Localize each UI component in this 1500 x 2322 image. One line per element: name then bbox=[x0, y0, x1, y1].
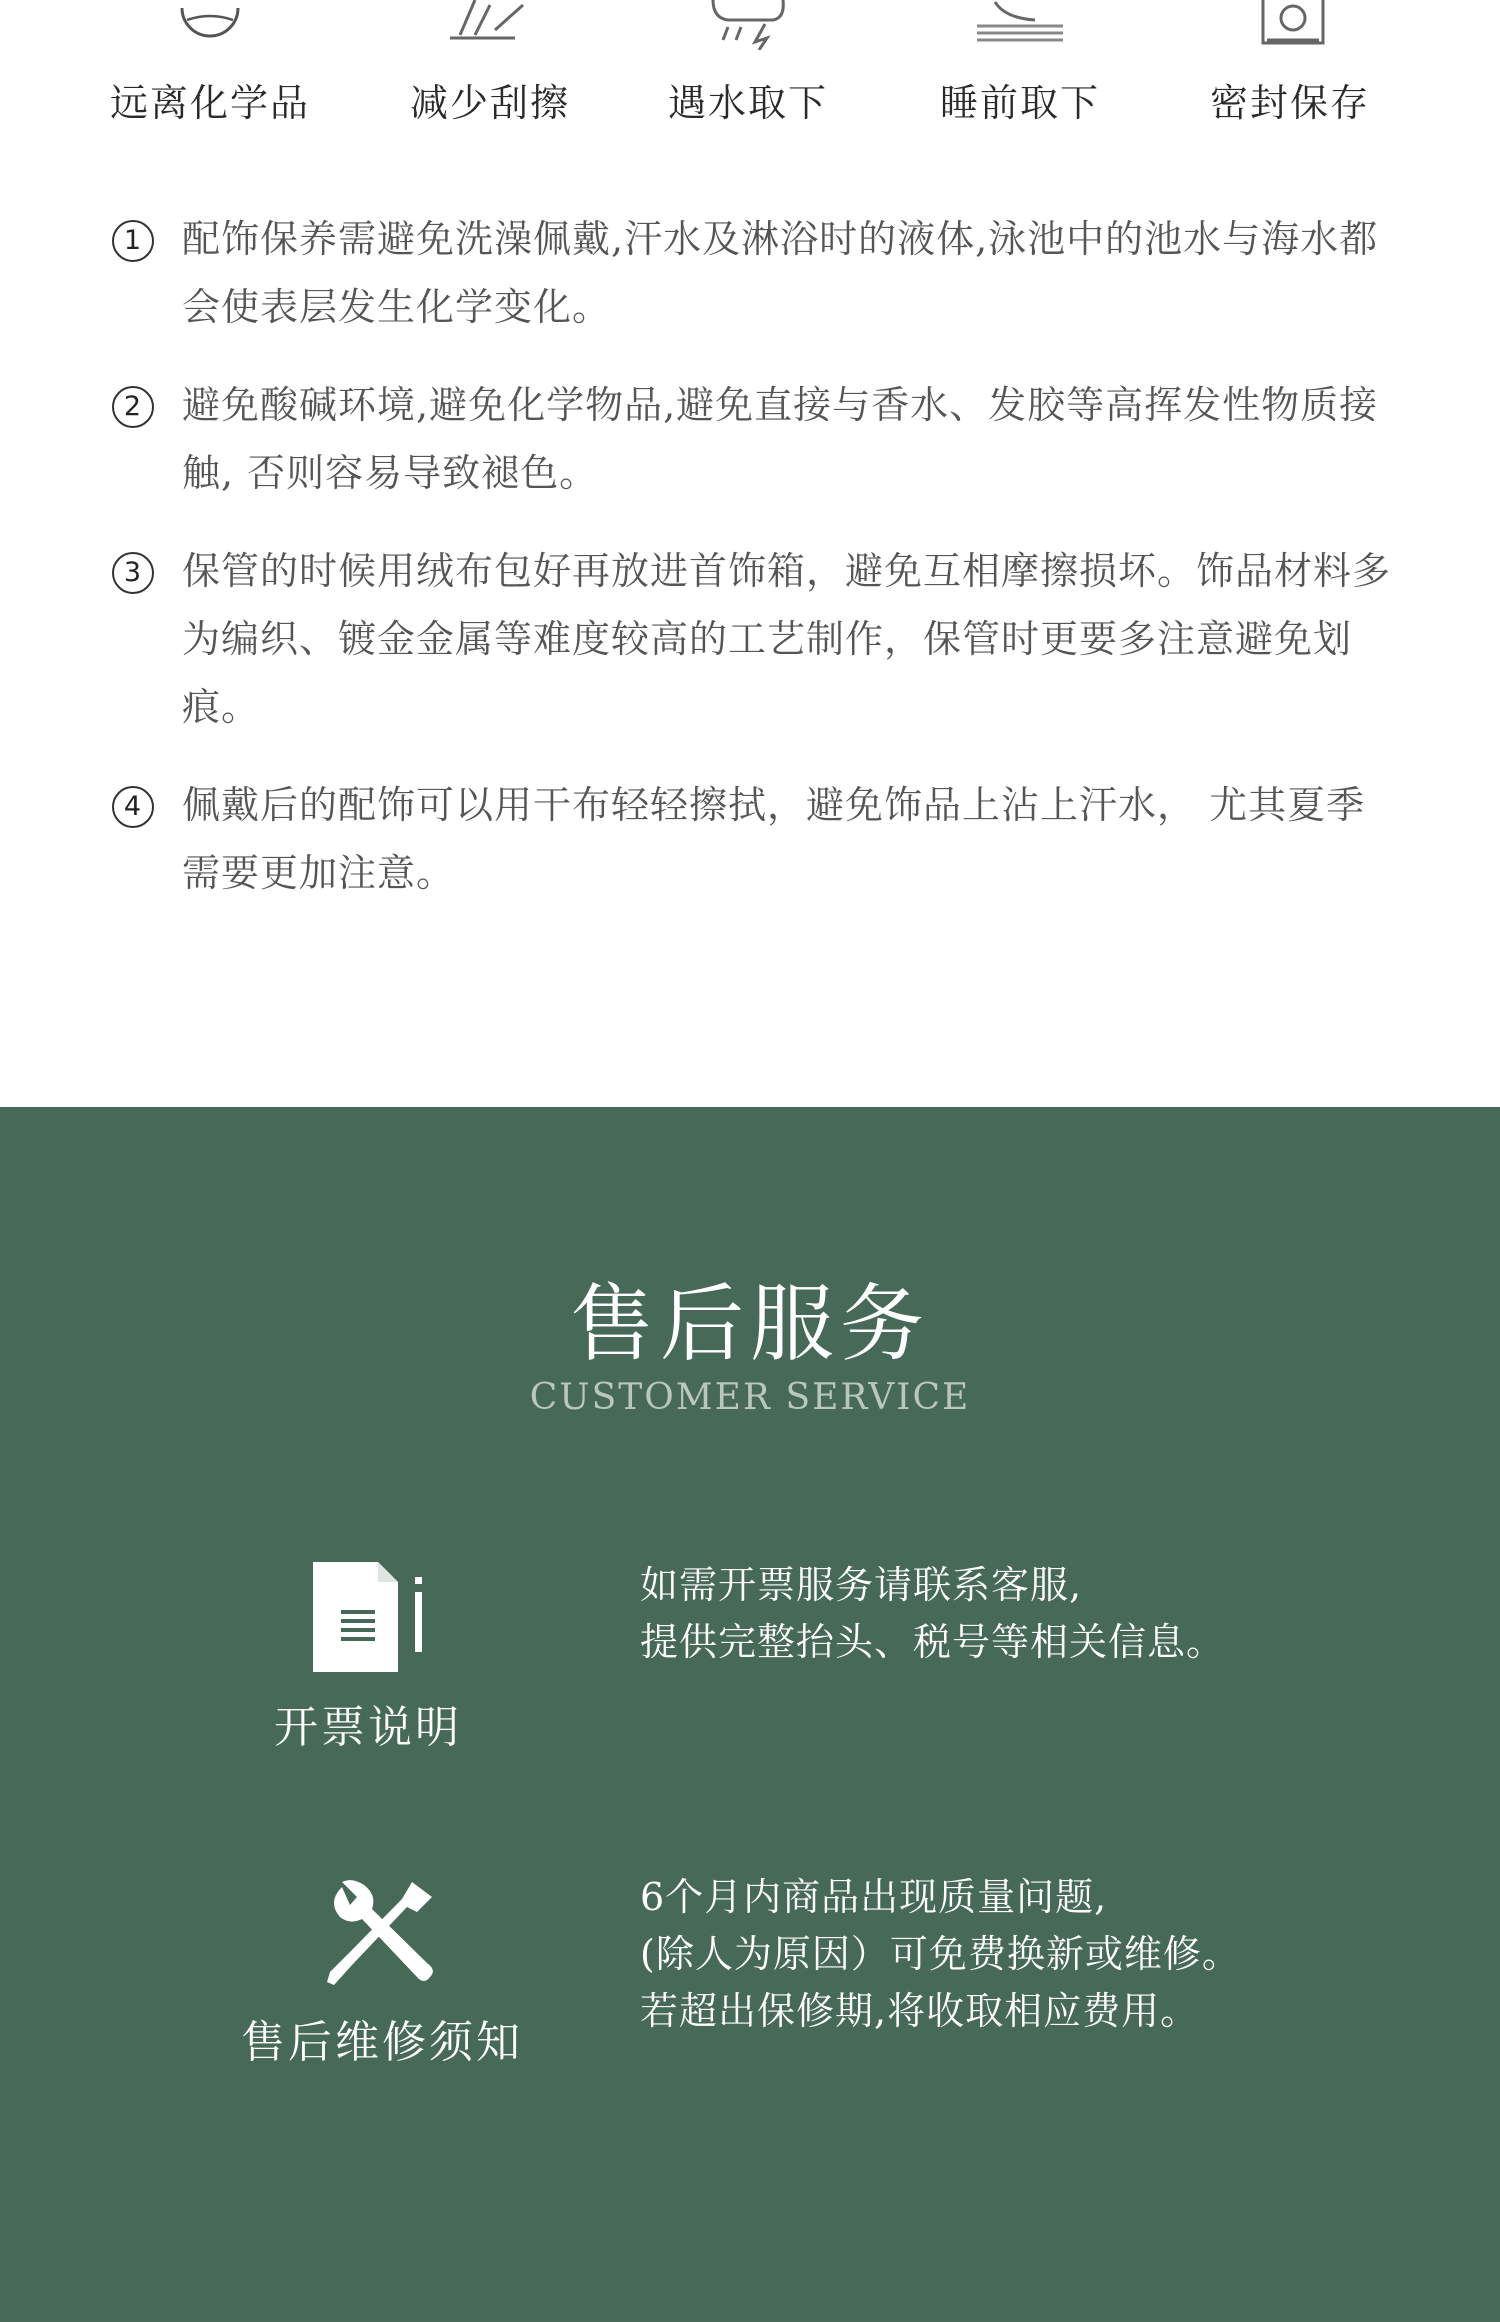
tip-number: 2 bbox=[112, 386, 154, 428]
tip-text: 佩戴后的配饰可以用干布轻轻擦拭，避免饰品上沾上汗水， 尤其夏季需要更加注意。 bbox=[182, 783, 1366, 895]
care-tips-list bbox=[112, 205, 1392, 937]
rain-icon bbox=[703, 0, 793, 50]
care-item-chemical bbox=[90, 0, 330, 127]
care-section bbox=[0, 0, 1500, 1107]
scratch-icon bbox=[445, 0, 535, 50]
care-item-label: 密封保存 bbox=[1209, 81, 1370, 125]
tip-item bbox=[112, 205, 1392, 341]
tip-number: 4 bbox=[112, 786, 154, 828]
description-line: 6个月内商品出现质量问题, bbox=[640, 1875, 1108, 1919]
section-title: 售后服务 bbox=[569, 1275, 930, 1373]
tip-text: 保管的时候用绒布包好再放进首饰箱，避免互相摩擦损坏。饰品材料多为编织、镀金金属等难度较高的工艺制作，保管时更要多注意避免划痕。 bbox=[182, 549, 1392, 729]
description-line: 若超出保修期,将收取相应费用。 bbox=[640, 1989, 1200, 2033]
care-item-label: 睡前取下 bbox=[939, 81, 1100, 125]
tip-item bbox=[112, 537, 1392, 741]
care-icon-row bbox=[0, 0, 1500, 130]
tools-icon bbox=[322, 1877, 442, 1992]
care-item-safe bbox=[1170, 0, 1410, 127]
care-item-sleep bbox=[900, 0, 1140, 127]
repair-icon-block bbox=[182, 1877, 582, 2070]
tip-number: 3 bbox=[112, 552, 154, 594]
description-line: (除人为原因）可免费换新或维修。 bbox=[640, 1932, 1241, 1976]
care-item-label: 远离化学品 bbox=[109, 81, 310, 125]
document-icon bbox=[303, 1557, 433, 1677]
invoice-label: 开票说明 bbox=[274, 1702, 462, 1753]
after-sales-section bbox=[0, 1107, 1500, 2322]
invoice-icon-block bbox=[168, 1557, 568, 1755]
description-line: 提供完整抬头、税号等相关信息。 bbox=[640, 1620, 1226, 1664]
section-subtitle: CUSTOMER SERVICE bbox=[529, 1377, 971, 1418]
invoice-description bbox=[640, 1557, 1225, 1671]
care-item-label: 遇水取下 bbox=[667, 81, 828, 125]
care-item-rain bbox=[628, 0, 868, 127]
tip-item bbox=[112, 371, 1392, 507]
care-item-scratch bbox=[370, 0, 610, 127]
safe-box-icon bbox=[1245, 0, 1335, 50]
chemical-icon bbox=[175, 0, 245, 50]
care-item-label: 减少刮擦 bbox=[409, 81, 570, 125]
tip-number: 1 bbox=[112, 220, 154, 262]
tip-item bbox=[112, 771, 1392, 907]
repair-description bbox=[640, 1869, 1241, 2040]
sleep-icon bbox=[975, 0, 1065, 50]
repair-label: 售后维修须知 bbox=[241, 2017, 523, 2068]
description-line: 如需开票服务请联系客服, bbox=[640, 1563, 1083, 1607]
tip-text: 配饰保养需避免洗澡佩戴,汗水及淋浴时的液体,泳池中的池水与海水都会使表层发生化学变化。 bbox=[182, 217, 1379, 329]
tip-text: 避免酸碱环境,避免化学物品,避免直接与香水、发胶等高挥发性物质接触, 否则容易导致褪色。 bbox=[182, 383, 1379, 495]
